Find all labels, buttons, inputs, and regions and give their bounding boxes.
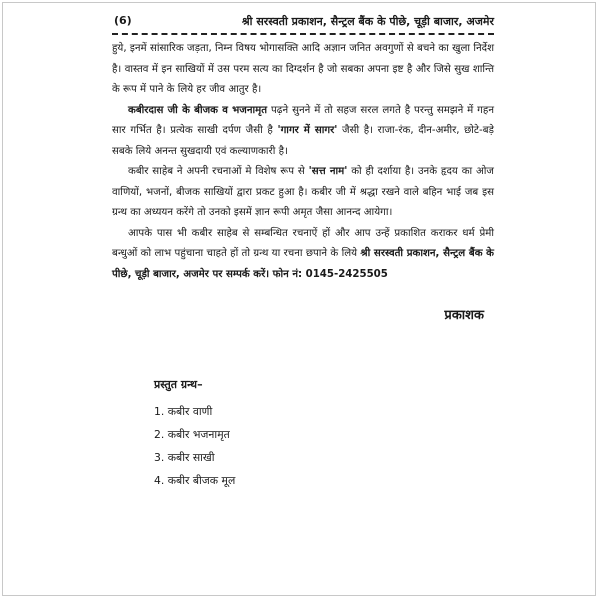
paragraph-2: कबीरदास जी के बीजक व भजनामृत पढ़ने सुनने में तो सहज सरल लगते है परन्तु समझने में गहन सार गर्भित है। प्रत्येक साखी दर्पण जैसी है 'गागर में सागर' जैसी है। राजा-रंक, दीन-अमीर, छोटे-बड़े सबके लिये अनन्त सुखदायी एवं कल्याणकारी है। [112,104,494,157]
page-header [112,12,494,30]
page-number: (6) [114,14,132,27]
publisher-contact: श्री सरस्वती प्रकाशन, सैन्ट्रल बैंक के पीछे, चूड़ी बाजार, अजमेर पर सम्पर्क करें। फोन नं: 0145-2425505 [112,248,494,280]
books-heading: प्रस्तुत ग्रन्थ– [154,378,203,391]
list-item: 3. कबीर साखी [154,451,215,464]
running-title: श्री सरस्वती प्रकाशन, सैन्ट्रल बैंक के पीछे, चूड़ी बाजार, अजमेर [241,15,494,28]
bold-quote: 'सत्त नाम' [308,166,348,177]
paragraph-1: हुये, इनमें सांसारिक जड़ता, निम्न विषय भोगासक्ति आदि अज्ञान जनित अवगुणों से बचने का खुला निर्देश है। वास्तव में इन साखियों में उस परम सत्य का दिग्दर्शन है जो सबका अपना इष्ट है और जिसे सुख शान्ति के रूप में पाने के लिये हर जीव आतुर है। [112,43,494,95]
bold-lead: कबीरदास जी के बीजक व भजनामृत [128,104,268,116]
book-page [112,12,494,596]
header-divider [112,33,494,35]
list-item: 4. कबीर बीजक मूल [154,474,236,487]
paragraph-4: आपके पास भी कबीर साहेब से सम्बन्धित रचनाऐं हों और आप उन्हें प्रकाशित कराकर धर्म प्रेमी बन्धुओं को लाभ पहुंचाना चाहते हों तो ग्रन्थ या रचना छपाने के लिये श्री सरस्वती प्रकाशन, सैन्ट्रल बैंक के पीछे, चूड़ी बाजार, अजमेर पर सम्पर्क करें। फोन नं: 0145-2425505 [112,227,494,280]
list-item: 2. कबीर भजनामृत [154,428,230,441]
list-item: 1. कबीर वाणी [154,405,213,418]
publisher-signature: प्रकाशक [444,308,484,323]
bold-quote: 'गागर में सागर' [277,125,338,136]
paragraph-3: कबीर साहेब ने अपनी रचनाओं मे विशेष रूप से 'सत्त नाम' को ही दर्शाया है। उनके हृदय का ओज वाणियों, भजनों, बीजक साखियों द्वारा प्रकट हुआ है। कबीर जी में श्रद्धा रखने वाले बहिन भाई जब इस ग्रन्थ का अध्ययन करेंगे तो उनको इसमें ज्ञान रूपी अमृत जैसा आनन्द आयेगा। [112,166,494,218]
books-list [154,400,494,492]
